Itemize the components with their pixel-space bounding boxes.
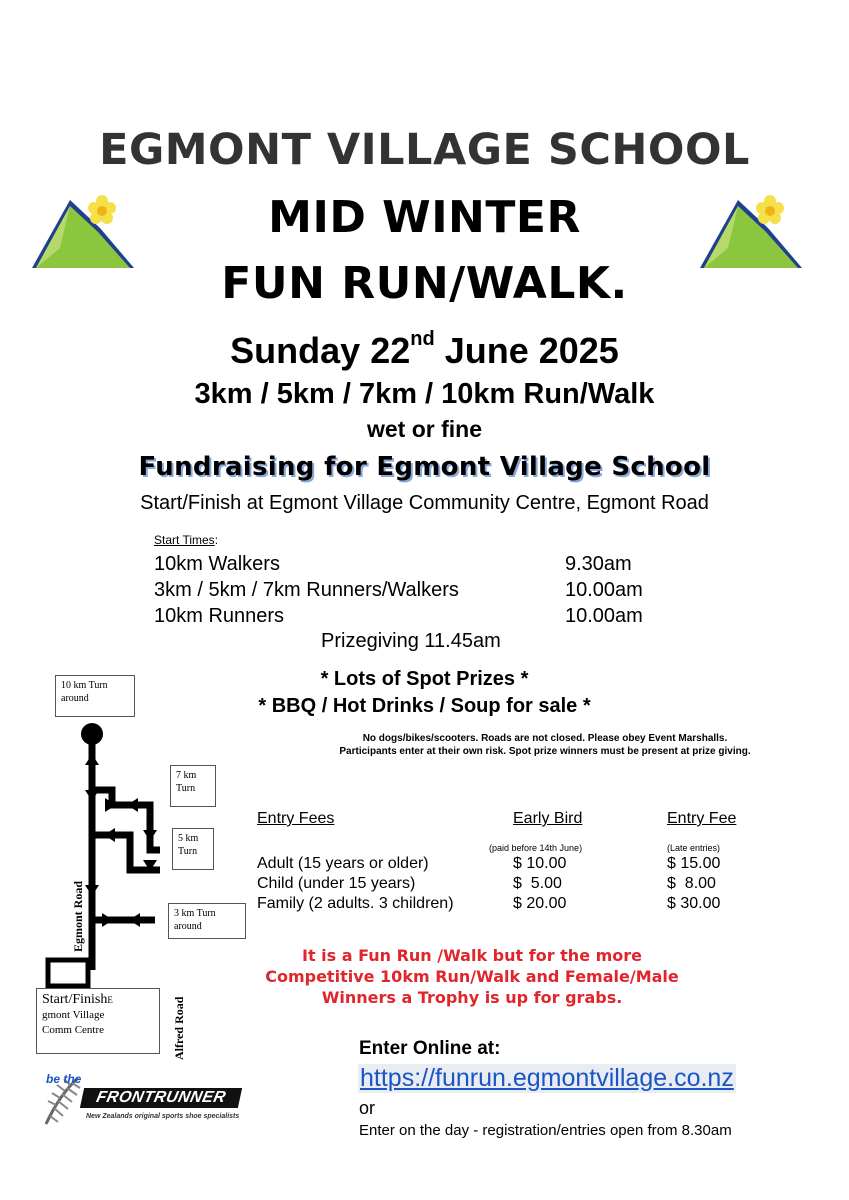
weather-note: wet or fine [366,416,482,442]
fee-row-label: Family (2 adults. 3 children) [257,895,454,912]
map-label-10km-turnaround: 10 km Turn around [55,675,135,717]
sponsor-name: FRONTRUNNER [80,1088,242,1108]
enter-on-day-note: Enter on the day - registration/entries open from 8.30am [359,1122,732,1139]
map-label-7km-turn: 7 km Turn [170,765,216,807]
school-title: EGMONT VILLAGE SCHOOL [99,125,750,175]
event-date: Sunday 22nd June 2025 [230,328,619,371]
start-time-row: 10km Runners 10.00am [154,605,643,627]
frontrunner-logo [40,1072,245,1128]
fee-row-early: $ 20.00 [513,895,567,912]
enter-online-heading: Enter Online at: [359,1038,501,1059]
fee-row-late: $ 30.00 [667,895,721,912]
bbq-note: * BBQ / Hot Drinks / Soup for sale * [258,695,591,717]
sponsor-tagline: New Zealands original sports shoe specialists [86,1113,240,1120]
spot-prizes: * Lots of Spot Prizes * [320,668,529,690]
start-time-row: 10km Walkers 9.30am [154,553,632,575]
fee-row-early: $ 5.00 [513,875,562,892]
safety-notice: No dogs/bikes/scooters. Roads are not closed. Please obey Event Marshalls. Participants enter at their own risk. Spot prize winners must be present at prize giving. [339,733,751,757]
prizegiving-time: Prizegiving 11.45am [321,630,501,652]
sponsor-be-the: be the [46,1072,82,1086]
alfred-road-label: Alfred Road [172,996,186,1060]
fees-header-entry: Entry Fees [257,810,335,827]
start-times-label: Start Times: [154,533,219,547]
fundraising-banner: Fundraising for Egmont Village School [138,452,711,482]
map-label-5km-turn: 5 km Turn [172,828,214,870]
start-time-row: 3km / 5km / 7km Runners/Walkers 10.00am [154,579,643,601]
event-distances: 3km / 5km / 7km / 10km Run/Walk [194,378,655,410]
or-text: or [359,1098,376,1118]
map-label-start-finish: Start/FinishE gmont Village Comm Centre [36,988,160,1054]
fee-row-late: $ 8.00 [667,875,716,892]
early-bird-note: (paid before 14th June) [489,843,583,853]
late-entry-note: (Late entries) [667,843,721,853]
map-label-3km-turnaround: 3 km Turn around [168,903,246,939]
fee-row-late: $ 15.00 [667,855,721,872]
trophy-note: It is a Fun Run /Walk but for the more Competitive 10km Run/Walk and Female/Male Winners a Trophy is up for grabs. [265,946,679,1007]
fee-row-label: Child (under 15 years) [257,875,416,892]
egmont-road-label: Egmont Road [71,880,85,952]
fee-row-label: Adult (15 years or older) [257,855,429,872]
event-title-line2: FUN RUN/WALK. [221,258,628,309]
start-finish-location: Start/Finish at Egmont Village Community Centre, Egmont Road [140,492,709,514]
fee-row-early: $ 10.00 [513,855,567,872]
fees-header-early-bird: Early Bird [513,810,583,827]
event-title-line1: MID WINTER [268,192,581,243]
registration-link[interactable]: https://funrun.egmontvillage.co.nz [360,1064,734,1092]
fees-header-entry-fee: Entry Fee [667,810,737,827]
